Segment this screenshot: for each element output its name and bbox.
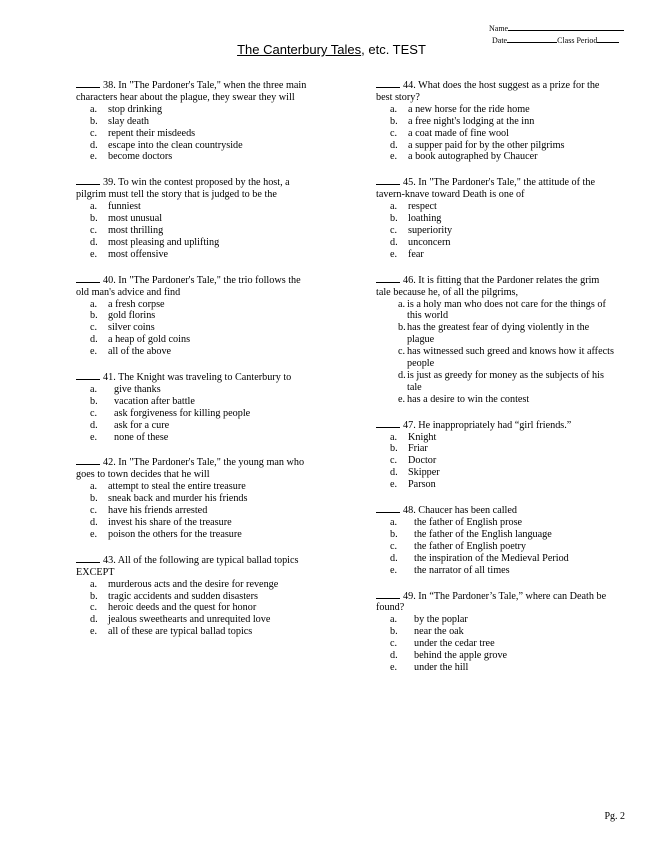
- question-number: 40.: [103, 274, 116, 286]
- answer-option: [376, 151, 616, 163]
- option-letter: e.: [90, 151, 98, 163]
- option-letter: a.: [390, 201, 398, 213]
- question-number: 38.: [103, 80, 116, 91]
- question-46: [376, 273, 616, 406]
- option-text: murderous acts and the desire for revenge: [108, 578, 279, 590]
- option-text: is just as greedy for money as the subjects of his tale: [407, 369, 604, 393]
- option-letter: a.: [390, 431, 398, 443]
- option-letter: a.: [90, 103, 98, 115]
- question-stem: [76, 273, 314, 299]
- question-38: [76, 78, 314, 163]
- question-stem: [376, 273, 616, 299]
- answer-option: [76, 505, 314, 517]
- answer-option: [76, 249, 314, 261]
- question-text: In “The Pardoner’s Tale,” where can Death be found?: [376, 590, 607, 614]
- option-text: by the poplar: [414, 614, 468, 626]
- option-letter: a.: [90, 481, 98, 493]
- answer-option: [376, 201, 616, 213]
- option-text: give thanks: [114, 383, 161, 395]
- answer-option: [76, 104, 314, 116]
- answer-blank[interactable]: [376, 175, 400, 185]
- answer-option: [376, 565, 616, 577]
- answer-option: [376, 249, 616, 261]
- answer-option: [76, 225, 314, 237]
- option-text: Knight: [408, 431, 437, 443]
- answer-option: [376, 322, 616, 346]
- option-letter: b.: [398, 322, 406, 334]
- option-text: near the oak: [414, 626, 464, 638]
- question-49: [376, 589, 616, 674]
- page-title: [0, 42, 663, 57]
- option-letter: e.: [390, 661, 398, 673]
- option-text: poison the others for the treasure: [108, 528, 242, 540]
- option-text: funniest: [108, 201, 141, 213]
- option-text: slay death: [108, 115, 150, 127]
- option-letter: a.: [398, 298, 406, 310]
- option-text: most offensive: [108, 248, 169, 260]
- question-stem: [76, 455, 314, 481]
- option-letter: c.: [90, 127, 98, 139]
- option-letter: c.: [390, 455, 398, 467]
- option-letter: c.: [390, 638, 398, 650]
- option-text: under the hill: [414, 661, 469, 673]
- question-text: What does the host suggest as a prize for the best story?: [376, 80, 600, 103]
- answer-option: [76, 591, 314, 603]
- option-letter: d.: [90, 517, 98, 528]
- answer-option: [76, 493, 314, 505]
- option-letter: c.: [90, 407, 98, 419]
- answer-option: [76, 396, 314, 408]
- option-text: the father of the English language: [414, 528, 552, 540]
- option-letter: a.: [390, 614, 398, 626]
- option-text: a free night's lodging at the inn: [408, 115, 535, 127]
- answer-blank[interactable]: [376, 418, 400, 428]
- answer-option: [376, 213, 616, 225]
- name-label: Name: [489, 24, 509, 33]
- answer-option: [376, 479, 616, 491]
- question-number: 43.: [103, 554, 116, 566]
- answer-option: [376, 104, 616, 116]
- option-text: most thrilling: [108, 224, 164, 236]
- answer-option: [376, 517, 616, 529]
- answer-option: [376, 467, 616, 479]
- answer-option: [76, 579, 314, 591]
- answer-option: [376, 529, 616, 541]
- question-text: In "The Pardoner's Tale," the trio follows the old man's advice and find: [76, 274, 301, 298]
- answer-blank[interactable]: [76, 370, 100, 380]
- question-stem: [376, 175, 616, 201]
- answer-option: [376, 237, 616, 249]
- question-stem: [76, 370, 314, 384]
- question-text: Chaucer has been called: [418, 505, 517, 517]
- option-letter: d.: [390, 467, 398, 479]
- option-letter: c.: [390, 127, 398, 139]
- option-text: ask forgiveness for killing people: [114, 407, 251, 419]
- option-letter: b.: [390, 528, 398, 540]
- answer-option: [76, 602, 314, 614]
- option-text: a new horse for the ride home: [408, 103, 530, 115]
- question-text: He inappropriately had “girl friends.”: [418, 419, 572, 431]
- option-text: escape into the clean countryside: [108, 139, 243, 151]
- option-text: respect: [408, 201, 437, 213]
- question-39: [76, 175, 314, 260]
- option-text: is a holy man who does not care for the things of this world: [407, 298, 606, 322]
- option-letter: a.: [90, 298, 98, 310]
- option-text: Parson: [408, 479, 436, 491]
- option-letter: b.: [390, 115, 398, 127]
- question-text: The Knight was traveling to Canterbury to: [118, 372, 292, 384]
- answer-blank[interactable]: [76, 553, 100, 563]
- question-48: [376, 503, 616, 576]
- answer-blank[interactable]: [76, 175, 100, 185]
- option-letter: b.: [390, 443, 398, 455]
- question-number: 39.: [103, 177, 116, 189]
- option-letter: a.: [90, 578, 98, 590]
- question-41: [76, 370, 314, 443]
- option-letter: b.: [90, 493, 98, 505]
- answer-option: [76, 334, 314, 346]
- option-letter: d.: [390, 552, 398, 564]
- question-number: 44.: [403, 80, 416, 91]
- option-letter: d.: [90, 419, 98, 431]
- answer-blank[interactable]: [76, 455, 100, 465]
- option-text: Skipper: [408, 467, 440, 479]
- option-text: a book autographed by Chaucer: [408, 151, 538, 163]
- option-text: invest his share of the treasure: [108, 517, 232, 528]
- question-stem: [76, 78, 314, 104]
- answer-option: [376, 541, 616, 553]
- date-label: Date: [492, 36, 508, 45]
- option-text: the father of English prose: [414, 517, 523, 528]
- option-text: has the greatest fear of dying violently in the plague: [407, 322, 590, 346]
- option-letter: d.: [390, 650, 398, 662]
- option-text: Doctor: [408, 455, 437, 467]
- answer-option: [376, 443, 616, 455]
- option-text: stop drinking: [108, 103, 163, 115]
- answer-blank[interactable]: [376, 589, 400, 599]
- option-letter: b.: [90, 213, 98, 225]
- question-stem: [376, 78, 616, 104]
- option-text: has witnessed such greed and knows how it affects people: [407, 346, 614, 370]
- option-text: behind the apple grove: [414, 650, 508, 662]
- option-text: loathing: [408, 213, 442, 225]
- option-text: tragic accidents and sudden disasters: [108, 590, 258, 602]
- option-letter: a.: [390, 517, 398, 528]
- answer-option: [76, 299, 314, 311]
- answer-option: [376, 225, 616, 237]
- option-letter: d.: [390, 139, 398, 151]
- answer-option: [376, 553, 616, 565]
- question-47: [376, 418, 616, 491]
- question-text: In "The Pardoner's Tale," the attitude of the tavern-knave toward Death is one of: [376, 177, 596, 201]
- question-44: [376, 78, 616, 163]
- option-letter: c.: [90, 322, 98, 334]
- option-text: all of the above: [108, 346, 172, 358]
- option-text: a coat made of fine wool: [408, 127, 509, 139]
- answer-option: [76, 151, 314, 163]
- option-letter: c.: [398, 346, 406, 358]
- answer-option: [376, 299, 616, 323]
- answer-option: [76, 408, 314, 420]
- question-40: [76, 273, 314, 358]
- question-text: It is fitting that the Pardoner relates the grim tale because he, of all the pilgrims,: [376, 274, 600, 298]
- option-letter: e.: [90, 626, 98, 638]
- answer-option: [76, 432, 314, 444]
- option-text: have his friends arrested: [108, 505, 208, 517]
- option-text: most pleasing and uplifting: [108, 236, 220, 248]
- answer-option: [376, 370, 616, 394]
- option-letter: e.: [390, 564, 398, 576]
- answer-option: [76, 237, 314, 249]
- option-letter: c.: [390, 540, 398, 552]
- question-stem: [76, 175, 314, 201]
- option-letter: e.: [90, 248, 98, 260]
- answer-option: [376, 650, 616, 662]
- option-letter: c.: [90, 224, 98, 236]
- answer-option: [376, 394, 616, 406]
- option-text: attempt to steal the entire treasure: [108, 481, 246, 493]
- answer-option: [376, 662, 616, 674]
- answer-option: [76, 140, 314, 152]
- question-number: 48.: [403, 505, 416, 517]
- answer-option: [76, 517, 314, 529]
- option-letter: d.: [90, 334, 98, 346]
- option-text: most unusual: [108, 213, 163, 225]
- option-letter: d.: [90, 236, 98, 248]
- option-text: none of these: [114, 431, 169, 443]
- option-letter: e.: [90, 346, 98, 358]
- answer-option: [376, 455, 616, 467]
- option-letter: a.: [390, 103, 398, 115]
- answer-option: [76, 626, 314, 638]
- option-text: ask for a cure: [114, 419, 170, 431]
- answer-option: [376, 346, 616, 370]
- question-number: 42.: [103, 457, 116, 469]
- option-text: the narrator of all times: [414, 564, 510, 576]
- question-number: 47.: [403, 419, 416, 431]
- option-text: gold florins: [108, 310, 156, 322]
- question-text: In "The Pardoner's Tale," when the three main characters hear about the plague, they swear they will: [76, 80, 307, 103]
- title-rest: , etc. TEST: [361, 42, 426, 57]
- option-text: has a desire to win the contest: [407, 393, 530, 405]
- option-letter: b.: [90, 115, 98, 127]
- option-text: fear: [408, 248, 424, 260]
- question-stem: [376, 503, 616, 517]
- option-text: repent their misdeeds: [108, 127, 196, 139]
- answer-option: [76, 346, 314, 358]
- option-text: all of these are typical ballad topics: [108, 626, 253, 638]
- option-letter: d.: [398, 369, 406, 381]
- option-text: superiority: [408, 224, 453, 236]
- option-text: the inspiration of the Medieval Period: [414, 552, 569, 564]
- answer-option: [76, 481, 314, 493]
- question-stem: [376, 589, 616, 615]
- option-letter: b.: [90, 310, 98, 322]
- option-letter: e.: [390, 479, 398, 491]
- answer-option: [76, 420, 314, 432]
- name-input-line[interactable]: [508, 22, 624, 31]
- page-number: Pg. 2: [604, 811, 625, 822]
- option-text: vacation after battle: [114, 395, 195, 407]
- option-letter: a.: [90, 383, 98, 395]
- option-text: a supper paid for by the other pilgrims: [408, 139, 565, 151]
- option-text: become doctors: [108, 151, 173, 163]
- option-letter: b.: [90, 395, 98, 407]
- answer-blank[interactable]: [376, 78, 400, 88]
- answer-option: [76, 384, 314, 396]
- option-letter: d.: [90, 139, 98, 151]
- option-text: silver coins: [108, 322, 155, 334]
- option-text: the father of English poetry: [414, 540, 527, 552]
- option-letter: b.: [90, 590, 98, 602]
- question-number: 45.: [403, 177, 416, 189]
- answer-option: [76, 614, 314, 626]
- answer-blank[interactable]: [376, 273, 400, 283]
- title-book-name: The Canterbury Tales: [237, 42, 362, 57]
- left-question-column: [76, 78, 314, 650]
- answer-option: [376, 116, 616, 128]
- question-43: [76, 553, 314, 638]
- option-letter: c.: [90, 602, 98, 614]
- option-letter: b.: [390, 213, 398, 225]
- question-stem: [376, 418, 616, 432]
- option-letter: e.: [90, 431, 98, 443]
- question-number: 46.: [403, 274, 416, 286]
- option-letter: e.: [390, 151, 398, 163]
- answer-option: [76, 128, 314, 140]
- option-text: a fresh corpse: [108, 298, 165, 310]
- right-question-column: [376, 78, 616, 686]
- answer-option: [76, 529, 314, 541]
- option-letter: b.: [390, 626, 398, 638]
- option-letter: c.: [390, 224, 398, 236]
- option-text: unconcern: [408, 236, 451, 248]
- option-letter: c.: [90, 505, 98, 517]
- question-45: [376, 175, 616, 260]
- answer-option: [376, 626, 616, 638]
- question-stem: [76, 553, 314, 579]
- option-text: a heap of gold coins: [108, 334, 191, 346]
- option-text: heroic deeds and the quest for honor: [108, 602, 257, 614]
- answer-blank[interactable]: [76, 78, 100, 88]
- answer-option: [376, 128, 616, 140]
- answer-option: [376, 140, 616, 152]
- question-number: 41.: [103, 372, 116, 384]
- answer-option: [76, 310, 314, 322]
- question-text: In "The Pardoner's Tale," the young man who goes to town decides that he will: [76, 457, 305, 481]
- option-letter: e.: [90, 528, 98, 540]
- name-field-row: [489, 22, 624, 34]
- option-letter: e.: [398, 393, 406, 405]
- answer-option: [376, 638, 616, 650]
- question-number: 49.: [403, 590, 416, 602]
- answer-blank[interactable]: [76, 273, 100, 283]
- option-text: jealous sweethearts and unrequited love: [108, 614, 271, 626]
- answer-option: [76, 201, 314, 213]
- class-period-label: Class Period: [557, 36, 598, 45]
- answer-option: [376, 614, 616, 626]
- option-text: under the cedar tree: [414, 638, 495, 650]
- option-text: sneak back and murder his friends: [108, 493, 248, 505]
- question-text: All of the following are typical ballad topics EXCEPT: [76, 554, 299, 578]
- answer-option: [76, 213, 314, 225]
- option-letter: d.: [390, 236, 398, 248]
- option-letter: d.: [90, 614, 98, 626]
- answer-option: [76, 116, 314, 128]
- answer-option: [376, 432, 616, 444]
- option-letter: e.: [390, 248, 398, 260]
- answer-blank[interactable]: [376, 503, 400, 513]
- question-42: [76, 455, 314, 540]
- option-text: Friar: [408, 443, 428, 455]
- answer-option: [76, 322, 314, 334]
- option-letter: a.: [90, 201, 98, 213]
- question-text: To win the contest proposed by the host, a pilgrim must tell the story that is judged to be the: [76, 177, 290, 201]
